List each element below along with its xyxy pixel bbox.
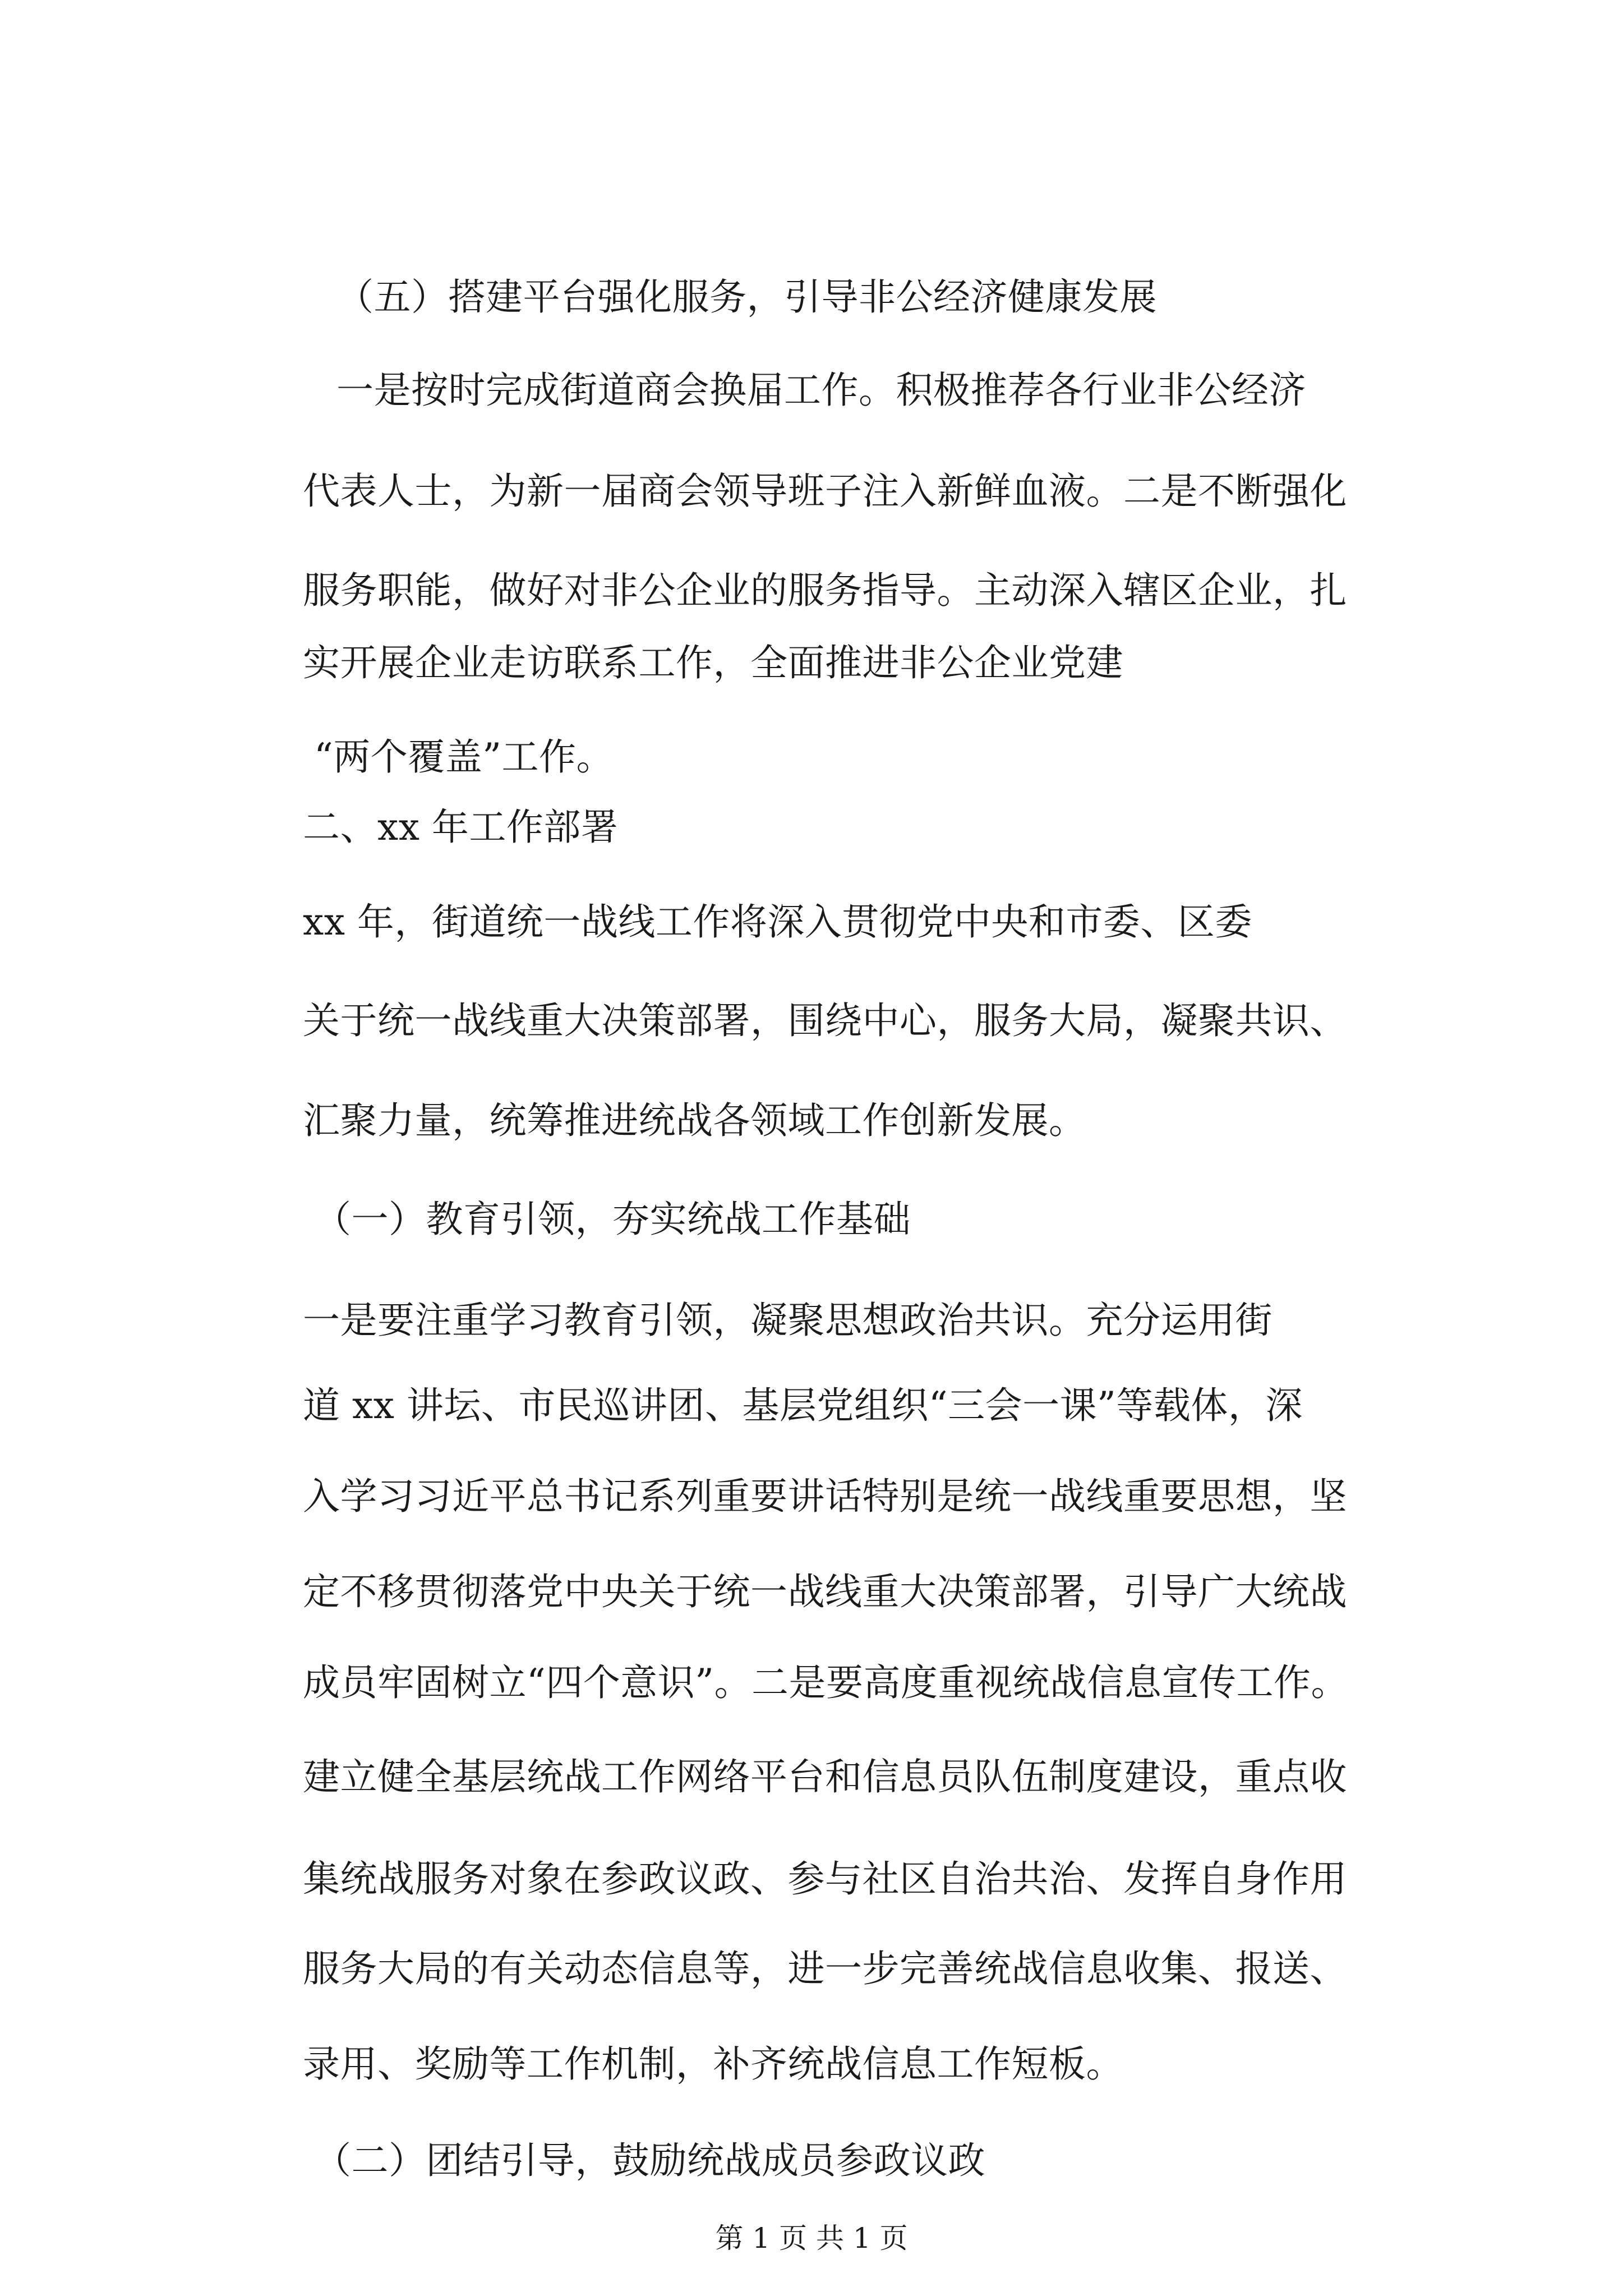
paragraph-line: 汇聚力量，统筹推进统战各领域工作创新发展。 xyxy=(303,1099,1086,1142)
section-heading-1: （一）教育引领，夯实统战工作基础 xyxy=(314,1198,911,1241)
paragraph-line: 成员牢固树立“四个意识”。二是要高度重视统战信息宣传工作。 xyxy=(303,1661,1348,1704)
paragraph-line: 关于统一战线重大决策部署，围绕中心，服务大局，凝聚共识、 xyxy=(303,999,1347,1042)
paragraph-line: 实开展企业走访联系工作，全面推进非公企业党建 xyxy=(303,641,1123,684)
paragraph-line: 服务职能，做好对非公企业的服务指导。主动深入辖区企业，扎 xyxy=(303,569,1347,612)
section-heading-2-sub: （二）团结引导，鼓励统战成员参政议政 xyxy=(314,2139,985,2182)
paragraph-line: 一是按时完成街道商会换届工作。积极推荐各行业非公经济 xyxy=(336,369,1306,412)
paragraph-line: 建立健全基层统战工作网络平台和信息员队伍制度建设，重点收 xyxy=(303,1755,1347,1798)
paragraph-line: 道 xx 讲坛、市民巡讲团、基层党组织“三会一课”等载体，深 xyxy=(303,1384,1303,1427)
paragraph-line: 代表人士，为新一届商会领导班子注入新鲜血液。二是不断强化 xyxy=(303,470,1347,513)
paragraph-line: “两个覆盖”工作。 xyxy=(314,735,614,779)
section-heading-2: 二、xx 年工作部署 xyxy=(303,806,619,849)
paragraph-line: 入学习习近平总书记系列重要讲话特别是统一战线重要思想，坚 xyxy=(303,1475,1347,1518)
paragraph-line: 一是要注重学习教育引领，凝聚思想政治共识。充分运用街 xyxy=(303,1299,1272,1342)
page-footer: 第 1 页 共 1 页 xyxy=(715,2222,908,2254)
paragraph-line: 服务大局的有关动态信息等，进一步完善统战信息收集、报送、 xyxy=(303,1947,1347,1990)
section-heading-5: （五）搭建平台强化服务，引导非公经济健康发展 xyxy=(336,275,1157,319)
paragraph-line: 集统战服务对象在参政议政、参与社区自治共治、发挥自身作用 xyxy=(303,1857,1347,1901)
paragraph-line: 录用、奖励等工作机制，补齐统战信息工作短板。 xyxy=(303,2042,1123,2086)
paragraph-line: xx 年，街道统一战线工作将深入贯彻党中央和市委、区委 xyxy=(303,900,1252,944)
paragraph-line: 定不移贯彻落党中央关于统一战线重大决策部署，引导广大统战 xyxy=(303,1570,1347,1613)
